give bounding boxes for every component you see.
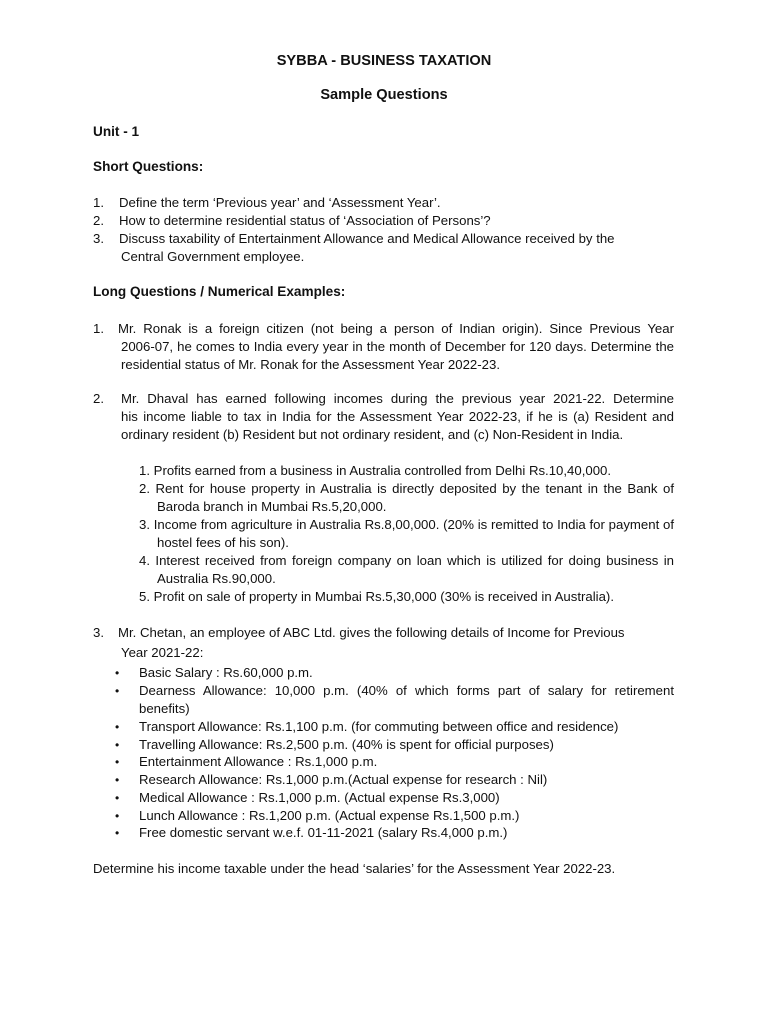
bullet-icon: • xyxy=(115,738,120,752)
bullet-icon: • xyxy=(115,755,120,769)
short-questions-heading: Short Questions: xyxy=(93,159,204,174)
salary-component: Travelling Allowance: Rs.2,500 p.m. (40% is spent for official purposes) xyxy=(139,737,554,752)
income-item: 3. Income from agriculture in Australia Rs.8,00,000. (20% is remitted to India for payment of hostel fees of his son). xyxy=(139,517,674,550)
salary-component: Basic Salary : Rs.60,000 p.m. xyxy=(139,665,313,680)
long-question-text: his income liable to tax in India for the Assessment Year 2022-23, if he is (a) Resident and ordinary resident (b) Resident but not ordinary resident, and (c) Non-Resident in India. xyxy=(121,409,674,442)
salary-component: Entertainment Allowance : Rs.1,000 p.m. xyxy=(139,754,378,769)
long-question-text: Mr. Ronak is a foreign citizen (not being a person of Indian origin). Since Previous Year xyxy=(118,321,674,336)
long-question-text: Year 2021-22: xyxy=(121,645,204,660)
salary-component: Research Allowance: Rs.1,000 p.m.(Actual expense for research : Nil) xyxy=(139,772,548,787)
income-item: 1. Profits earned from a business in Australia controlled from Delhi Rs.10,40,000. xyxy=(139,463,612,478)
salary-component: Free domestic servant w.e.f. 01-11-2021 (salary Rs.4,000 p.m.) xyxy=(139,825,508,840)
long-question-text: Mr. Chetan, an employee of ABC Ltd. gives the following details of Income for Previous xyxy=(118,625,625,640)
short-question-text: Discuss taxability of Entertainment Allowance and Medical Allowance received by the xyxy=(119,231,615,246)
short-question-number: 1. xyxy=(93,195,104,210)
income-item: 2. Rent for house property in Australia is directly deposited by the tenant in the Bank of Baroda branch in Mumbai Rs.5,20,000. xyxy=(139,481,674,514)
bullet-icon: • xyxy=(115,809,120,823)
bullet-icon: • xyxy=(115,720,120,734)
bullet-icon: • xyxy=(115,826,120,840)
long-question-text: 2006-07, he comes to India every year in the month of December for 120 days. Determine the residential status of Mr. Ronak for the Assessment Year 2022-23. xyxy=(121,339,674,372)
bullet-icon: • xyxy=(115,791,120,805)
bullet-icon: • xyxy=(115,773,120,787)
long-question-number: 1. xyxy=(93,321,104,336)
long-question-number: 2. xyxy=(93,391,104,406)
long-question-text: Mr. Dhaval has earned following incomes during the previous year 2021-22. Determine xyxy=(121,391,674,406)
salary-component: Medical Allowance : Rs.1,000 p.m. (Actual expense Rs.3,000) xyxy=(139,790,500,805)
salary-component: Lunch Allowance : Rs.1,200 p.m. (Actual expense Rs.1,500 p.m.) xyxy=(139,808,520,823)
salary-component: Transport Allowance: Rs.1,100 p.m. (for commuting between office and residence) xyxy=(139,719,619,734)
short-question-text: Central Government employee. xyxy=(121,249,305,264)
conclusion-text: Determine his income taxable under the head ‘salaries’ for the Assessment Year 2022-23. xyxy=(93,861,616,876)
document-subtitle: Sample Questions xyxy=(320,87,448,103)
short-question-number: 2. xyxy=(93,213,104,228)
unit-heading: Unit - 1 xyxy=(93,124,140,139)
income-item: 4. Interest received from foreign company on loan which is utilized for doing business in Australia Rs.90,000. xyxy=(139,553,674,586)
short-question-number: 3. xyxy=(93,231,104,246)
long-question-number: 3. xyxy=(93,625,104,640)
long-questions-heading: Long Questions / Numerical Examples: xyxy=(93,284,346,299)
short-question-text: Define the term ‘Previous year’ and ‘Assessment Year’. xyxy=(119,195,441,210)
document-title: SYBBA - BUSINESS TAXATION xyxy=(276,53,492,69)
salary-component: Dearness Allowance: 10,000 p.m. (40% of which forms part of salary for retirement benefits) xyxy=(139,683,674,716)
income-item: 5. Profit on sale of property in Mumbai Rs.5,30,000 (30% is received in Australia). xyxy=(139,589,614,604)
bullet-icon: • xyxy=(115,666,120,680)
short-question-text: How to determine residential status of ‘Association of Persons’? xyxy=(119,213,491,228)
bullet-icon: • xyxy=(115,684,120,698)
